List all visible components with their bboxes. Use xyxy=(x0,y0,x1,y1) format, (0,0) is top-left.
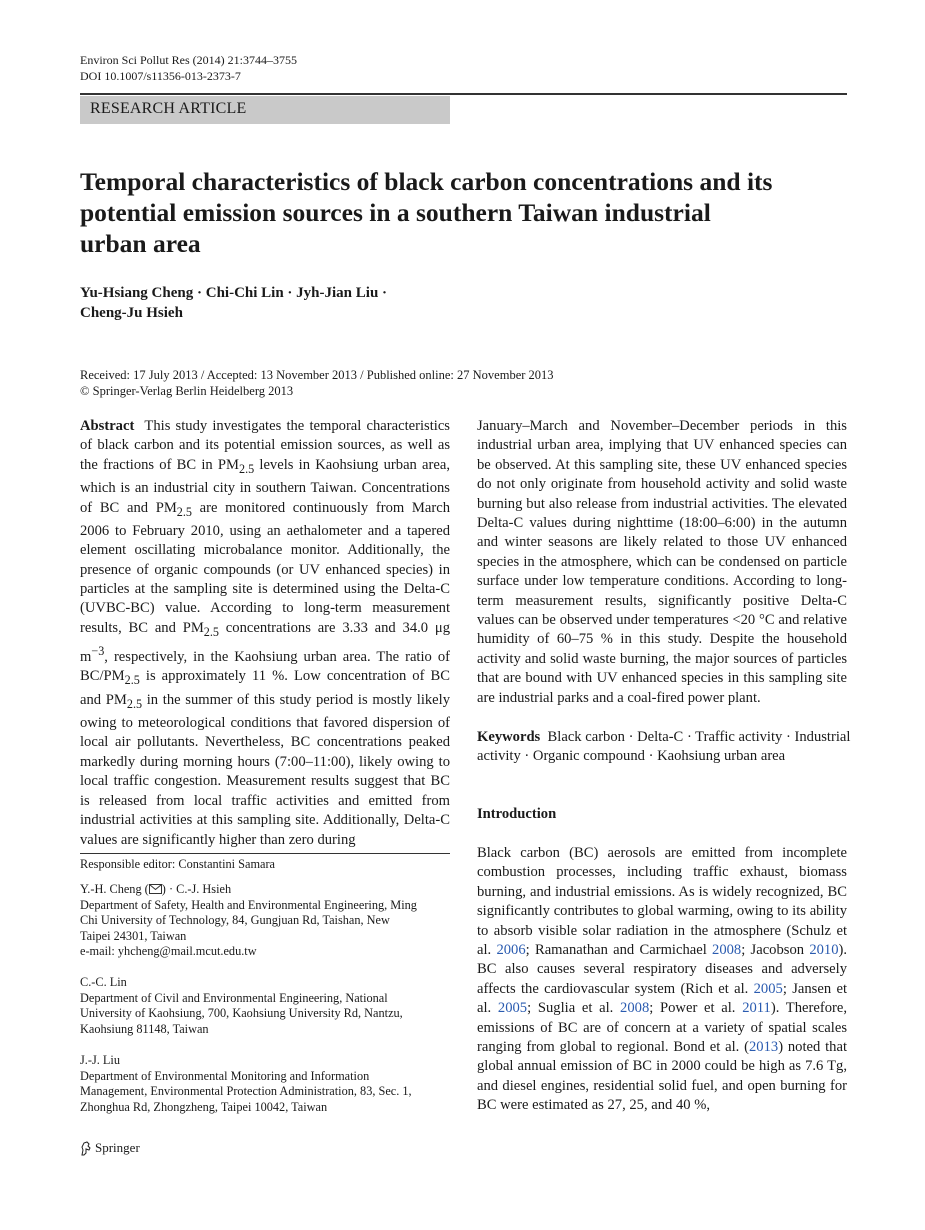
envelope-icon[interactable] xyxy=(149,884,162,894)
author-list xyxy=(80,283,500,323)
body-text: ; Jansen et al. xyxy=(477,980,847,1017)
dates-line: Received: 17 July 2013 / Accepted: 13 November 2013 / Published online: 27 November 2013 xyxy=(80,368,554,382)
author-name: C.-C. Lin xyxy=(80,975,127,989)
author-name: Y.-H. Cheng ( xyxy=(80,882,149,896)
affiliation-line: Kaohsiung 81148, Taiwan xyxy=(80,1021,209,1036)
body-text: ) noted that global annual emission of BC in 2000 could be high as 7.6 Tg, and diesel engines, residential solid fuel, and open burning for BC were estimated as 27, 25, and 40 %, xyxy=(477,1039,847,1114)
body-text: Black carbon (BC) aerosols are emitted from incomplete combustion processes, including traffic exhaust, biomass burning, and industrial emissions. As is widely recognized, BC significantly contributes to global warming, owing to its ability to absorb visible solar radiation in the atmosphere (Schulz et al. xyxy=(477,845,847,959)
affiliation-3 xyxy=(80,1053,450,1115)
abstract-paragraph xyxy=(80,417,450,850)
affiliation-line: Management, Environmental Protection Administration, 83, Sec. 1, xyxy=(80,1084,412,1099)
article-type-banner xyxy=(80,96,450,124)
citation-link[interactable]: 2011 xyxy=(742,1000,771,1017)
introduction-paragraph xyxy=(477,844,847,1116)
copyright-line: © Springer-Verlag Berlin Heidelberg 2013 xyxy=(80,384,294,398)
subscript: 2.5 xyxy=(203,624,219,639)
subscript: 2.5 xyxy=(126,696,143,711)
publication-dates xyxy=(80,367,780,399)
subscript: 2.5 xyxy=(124,673,140,688)
keywords xyxy=(477,728,852,767)
body-text: ). BC also causes several respiratory diseases and adversely affects the cardiovascular system (Rich et al. xyxy=(477,942,848,997)
citation-link[interactable]: 2008 xyxy=(712,942,742,959)
abstract-text: concentrations are 3.33 and 34.0 μg m xyxy=(80,619,450,666)
email-line[interactable]: e-mail: yhcheng@mail.mcut.edu.tw xyxy=(80,944,257,959)
abstract-text: levels in Kaohsiung urban area, which is an industrial city in southern Taiwan. Concentrations of BC and PM xyxy=(80,456,450,516)
abstract-text: This study investigates the temporal characteristics of black carbon and its potential emission sources, as well as the fractions of BC in PM xyxy=(80,418,450,473)
springer-horse-icon xyxy=(80,1141,92,1156)
header-rule xyxy=(80,93,847,95)
body-text: ; Power et al. xyxy=(649,1000,743,1017)
superscript: −3 xyxy=(91,644,105,659)
abstract-text: are monitored continuously from March 2006 to February 2010, using an aethalometer and a tapered element oscillating microbalance monitor. Additionally, the presence of organic compounds (or UV enhanced species) in particles at the sampling site is determined using the Delta-C (UVBC-BC) value. According to long-term measurement results, BC and PM xyxy=(80,499,450,636)
affiliation-2 xyxy=(80,975,450,1037)
responsible-editor: Responsible editor: Constantini Samara xyxy=(80,857,276,871)
subscript: 2.5 xyxy=(238,461,255,476)
affiliation-line: Department of Civil and Environmental Engineering, National xyxy=(80,990,388,1005)
affiliation-line: University of Kaohsiung, 700, Kaohsiung University Rd, Nantzu, xyxy=(80,1006,403,1021)
citation-link[interactable]: 2005 xyxy=(753,980,783,997)
author-name: J.-J. Liu xyxy=(80,1053,120,1067)
author-name: ) · C.-J. Hsieh xyxy=(161,882,232,896)
introduction-text xyxy=(477,844,847,1116)
body-text: ; Jacobson xyxy=(741,942,810,959)
introduction-heading: Introduction xyxy=(477,806,557,822)
affiliation-names xyxy=(80,882,450,898)
journal-line: Environ Sci Pollut Res (2014) 21:3744–3755 xyxy=(80,53,297,67)
citation-link[interactable]: 2006 xyxy=(496,942,526,959)
body-text: ; Suglia et al. xyxy=(527,1000,621,1017)
abstract-text: is approximately 11 %. Low concentration of BC and PM xyxy=(80,668,450,708)
abstract-left-column xyxy=(80,417,450,850)
publisher-name: Springer xyxy=(95,1140,140,1155)
citation-link[interactable]: 2010 xyxy=(809,942,839,959)
keywords-heading: Keywords xyxy=(477,729,541,745)
affiliation-line: Department of Safety, Health and Environmental Engineering, Ming xyxy=(80,897,417,912)
citation-link[interactable]: 2013 xyxy=(749,1039,779,1056)
abstract-text: , respectively, in the Kaohsiung urban area. The ratio of BC/PM xyxy=(80,649,450,685)
affiliation-line: Department of Environmental Monitoring and Information xyxy=(80,1068,370,1083)
abstract-continuation: January–March and November–December periods in this industrial urban area, implying that UV enhanced species can be observed. At this sampling site, these UV enhanced species do not only originate from household activity and solid waste burning but also release from industrial activities. The elevated Delta-C values during nighttime (18:00–6:00) in the autumn and winter seasons are likely related to those UV enhanced species in the atmosphere, which can be condensed on particle surface under low temperature conditions. According to long-term measurement results, significantly positive Delta-C values can be observed under temperatures <20 °C and relative humidity of 60–75 % in this study. Despite the household activity and solid waste burning, the major sources of particles that are bound with UV enhanced species in this sampling site are industrial parks and a coal-fired power plant. xyxy=(477,418,847,706)
publisher-footer xyxy=(80,1140,140,1156)
affiliation-line: Taipei 24301, Taiwan xyxy=(80,928,187,943)
citation-link[interactable]: 2005 xyxy=(497,1000,528,1017)
citation-link[interactable]: 2008 xyxy=(620,1000,650,1017)
keywords-text: Black carbon · Delta-C · Traffic activity · Industrial activity · Organic compound · Kaohsiung urban area xyxy=(477,729,851,765)
abstract-heading: Abstract xyxy=(80,418,135,434)
article-type-label: RESEARCH ARTICLE xyxy=(90,100,247,117)
footnote-rule xyxy=(80,853,450,854)
doi-line: DOI 10.1007/s11356-013-2373-7 xyxy=(80,69,241,83)
affiliation-line: Zhonghua Rd, Zhongzheng, Taipei 10042, Taiwan xyxy=(80,1099,328,1114)
paper-title: Temporal characteristics of black carbon concentrations and its potential emission sources in a southern Taiwan industrial urban area xyxy=(80,167,773,258)
affiliation-line: Chi University of Technology, 84, Gungjuan Rd, Taishan, New xyxy=(80,913,390,928)
abstract-right-column xyxy=(477,417,847,708)
body-text: ). Therefore, emissions of BC are of concern at a variety of spatial scales ranging from global to regional. Bond et al. ( xyxy=(477,1000,847,1056)
authors-line: Yu-Hsiang Cheng · Chi-Chi Lin · Jyh-Jian Liu · xyxy=(80,285,388,301)
subscript: 2.5 xyxy=(176,504,192,519)
abstract-text: in the summer of this study period is mostly likely owing to meteorological conditions that favored dispersion of local air pollutants. Nevertheless, BC concentrations peaked markedly during morning hours (7:00–11:00), likely owing to local traffic congestion. Measurement results suggest that BC is released from local traffic activities and emitted from industrial activities at this sampling site. Additionally, Delta-C values are significantly higher than zero during xyxy=(80,691,450,848)
journal-citation xyxy=(80,52,297,84)
affiliation-1 xyxy=(80,882,450,960)
authors-line: Cheng-Ju Hsieh xyxy=(80,305,183,321)
body-text: ; Ramanathan and Carmichael xyxy=(525,942,713,959)
